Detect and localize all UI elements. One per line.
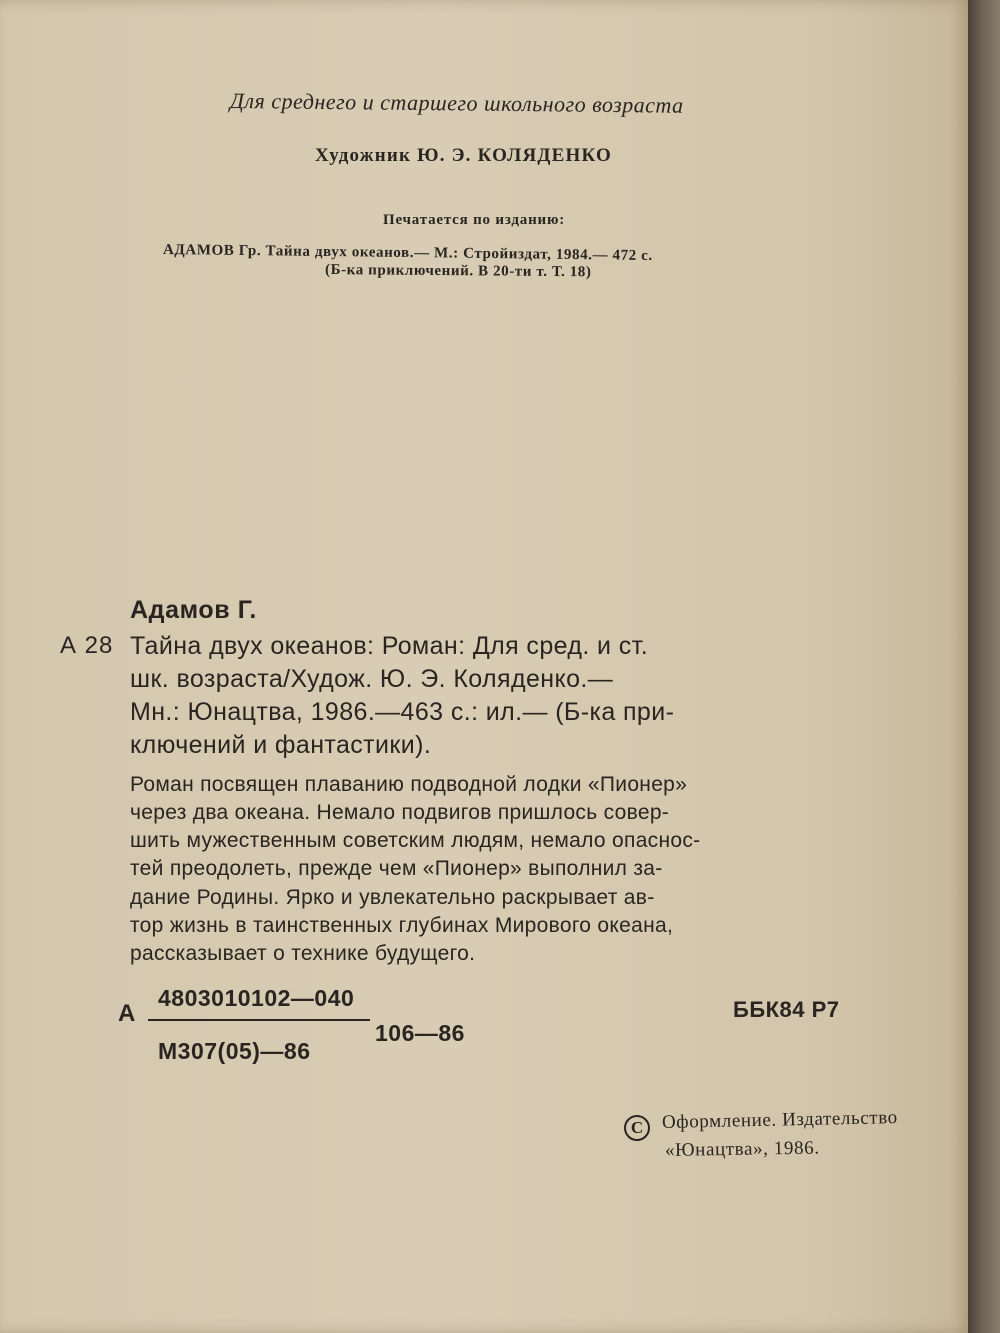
annotation-line: Роман посвящен плаванию подводной лодки «Пионер» — [130, 773, 688, 796]
source-edition-citation: АДАМОВ Гр. Тайна двух океанов.— М.: Стройиздат, 1984.— 472 с. — [162, 242, 653, 264]
catalog-description-line: ключений и фантастики). — [130, 731, 432, 759]
catalog-author: Адамов Г. — [130, 596, 257, 624]
annotation-line: тей преодолеть, прежде чем «Пионер» выполнил за- — [130, 857, 663, 880]
annotation-line: рассказывает о технике будущего. — [130, 942, 476, 965]
catalog-description-line: Мн.: Юнацтва, 1986.—463 с.: ил.— (Б-ка при- — [130, 698, 675, 726]
catalog-index-code: А 28 — [60, 632, 114, 659]
annotation-line: тор жизнь в таинственных глубинах Мирового океана, — [130, 914, 674, 937]
source-edition-label: Печатается по изданию: — [383, 212, 566, 228]
annotation-line: через два океана. Немало подвигов пришлось совер- — [130, 801, 670, 824]
catalog-code-bottom: М307(05)—86 — [158, 1038, 311, 1064]
catalog-code-top: 4803010102—040 — [158, 985, 355, 1011]
bbk-code: ББК84 Р7 — [733, 997, 840, 1022]
catalog-description-line: Тайна двух океанов: Роман: Для сред. и ст. — [130, 632, 649, 660]
catalog-code-rule — [148, 1019, 370, 1021]
audience-note: Для среднего и старшего школьного возраста — [229, 88, 684, 118]
book-spine-edge — [968, 0, 1000, 1333]
artist-credit: Художник Ю. Э. КОЛЯДЕНКО — [315, 145, 613, 166]
annotation-line: дание Родины. Ярко и увлекательно раскрывает ав- — [130, 886, 655, 909]
source-edition-series: (Б-ка приключений. В 20-ти т. Т. 18) — [324, 262, 592, 281]
copyright-line: «Юнацтва», 1986. — [664, 1137, 820, 1161]
copyright-icon: C — [624, 1115, 650, 1141]
annotation-line: шить мужественным советским людям, немало опаснос- — [130, 829, 701, 852]
catalog-letter: А — [118, 1000, 136, 1027]
copyright-line: Оформление. Издательство — [661, 1107, 898, 1133]
catalog-description-line: шк. возраста/Худож. Ю. Э. Коляденко.— — [130, 665, 614, 693]
catalog-code-right: 106—86 — [375, 1020, 465, 1046]
